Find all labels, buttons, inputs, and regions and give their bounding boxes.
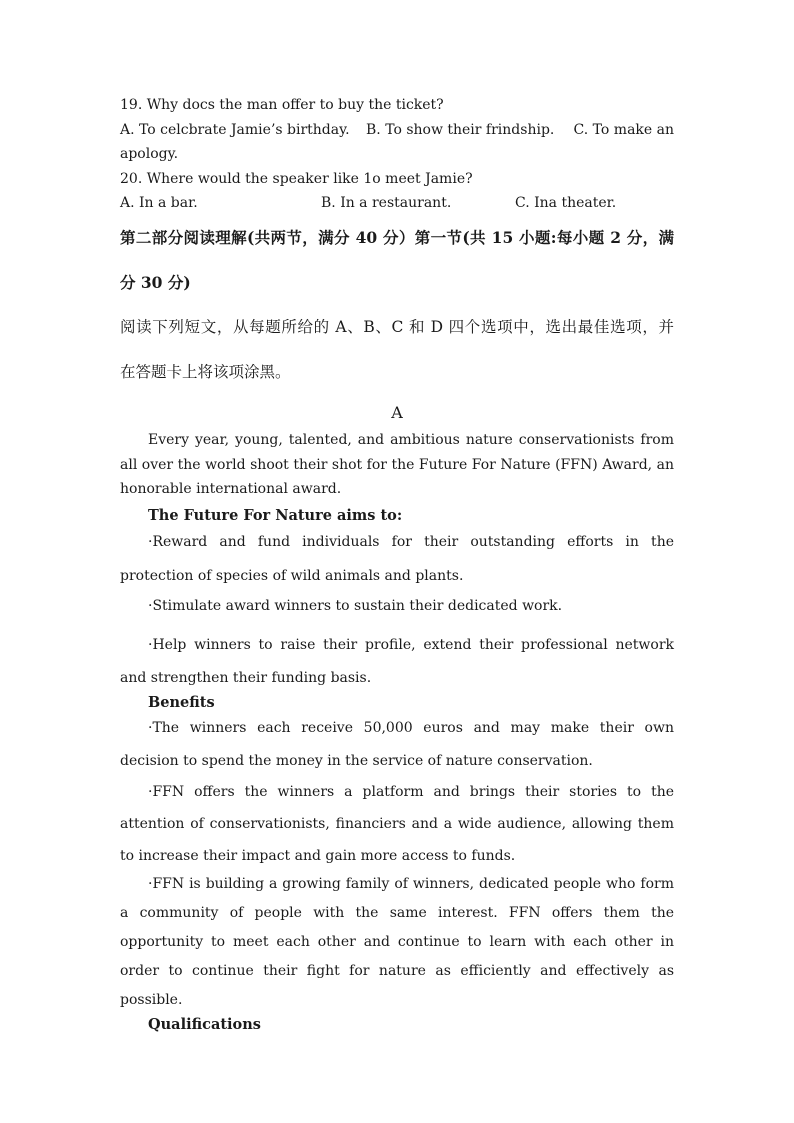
instruction-line1: 阅读下列短文，从每题所给的 A、B、C 和 D 四个选项中，选出最佳选项，并 (120, 318, 674, 336)
option-c: C. To make an (573, 121, 674, 138)
benefits-heading: Benefits (148, 693, 215, 711)
section-2-heading-line2: 分 30 分) (120, 273, 191, 292)
question-20-options (120, 191, 674, 216)
question-19: 19. Why docs the man offer to buy the ticket? (120, 97, 444, 113)
option-c: C. Ina theater. (515, 195, 617, 211)
qualifications-heading: Qualifications (148, 1015, 261, 1033)
aims-heading: The Future For Nature aims to: (148, 506, 403, 524)
option-b: B. To show their frindship. (366, 121, 555, 138)
section-2-heading-line1: 第二部分阅读理解(共两节，满分 40 分）第一节(共 15 小题:每小题 2 分，满 (120, 228, 674, 247)
option-a: A. To celcbrate Jamie’s birthday. (120, 121, 350, 138)
option-b: B. In a restaurant. (321, 195, 452, 211)
passage-intro: Every year, young, talented, and ambitious nature conservationists from all over the world shoot their shot for the Future For Nature (FFN) Award, an honorable international award. (120, 432, 674, 497)
document-page (120, 93, 674, 1037)
aim-item: ·Stimulate award winners to sustain their dedicated work. (148, 597, 563, 614)
benefit-item: ·FFN offers the winners a platform and brings their stories to the attention of conservationists, financiers and a wide audience, allowing them to increase their impact and gain more access to funds. (120, 783, 674, 864)
instruction-line2: 在答题卡上将该项涂黑。 (120, 363, 291, 381)
benefit-item: ·FFN is building a growing family of winners, dedicated people who form a community of people with the same interest. FFN offers them the opportunity to meet each other and continue to learn with each other in order to continue their fight for nature as efficiently and effectively as possible. (120, 875, 674, 1008)
question-19-options (120, 118, 674, 143)
aim-item: ·Reward and fund individuals for their outstanding efforts in the protection of species of wild animals and plants. (120, 533, 674, 584)
option-c-continuation: apology. (120, 146, 179, 162)
benefit-item: ·The winners each receive 50,000 euros and may make their own decision to spend the money in the service of nature conservation. (120, 719, 674, 769)
aim-item: ·Help winners to raise their profile, extend their professional network and strengthen their funding basis. (120, 636, 674, 686)
option-a: A. In a bar. (120, 195, 198, 211)
passage-title: A (391, 403, 403, 422)
question-20: 20. Where would the speaker like 1o meet Jamie? (120, 170, 473, 187)
